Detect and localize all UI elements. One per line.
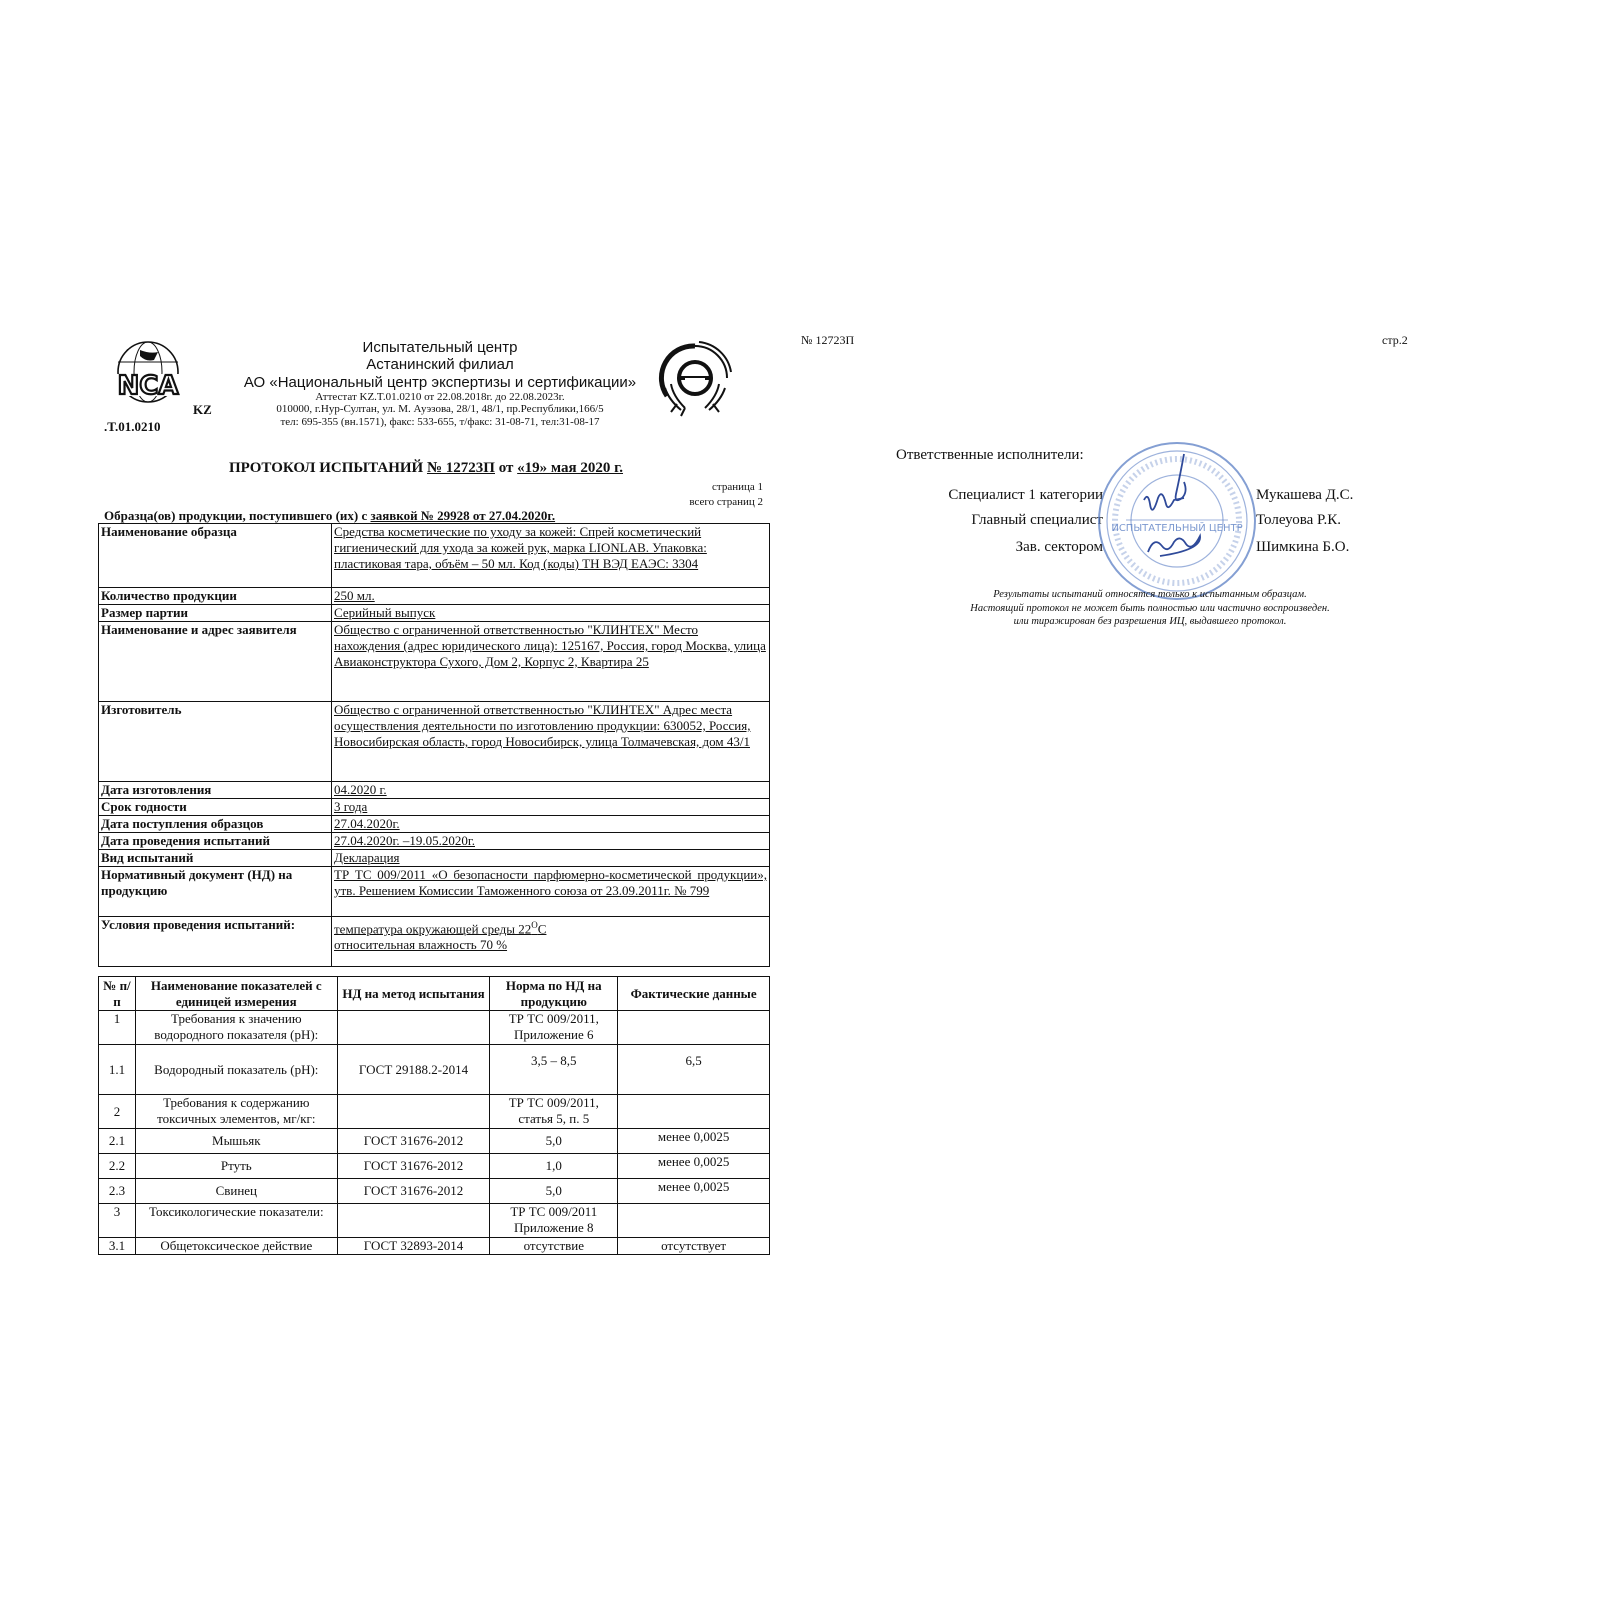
row-actual	[618, 1011, 770, 1045]
row-actual: 6,5	[618, 1045, 770, 1095]
sample-intro-application: заявкой № 29928 от 27.04.2020г.	[370, 508, 556, 523]
official-stamp	[1096, 440, 1258, 602]
row-indicator: Токсикологические показатели:	[135, 1204, 337, 1238]
row-method: ГОСТ 31676-2012	[337, 1179, 490, 1204]
certification-emblem	[655, 338, 735, 420]
signer-role-1: Специалист 1 категории	[948, 487, 1103, 503]
page2-page-label: стр.2	[1382, 333, 1408, 347]
signer-name-3: Шимкина Б.О.	[1256, 539, 1350, 555]
row-num: 2.1	[99, 1129, 136, 1154]
row-indicator: Требования к содержанию токсичных элементов, мг/кг:	[135, 1095, 337, 1129]
conditions-temperature	[334, 917, 767, 937]
page-total: всего страниц 2	[689, 496, 763, 509]
row-num: 2.3	[99, 1179, 136, 1204]
info-row-normative-doc	[99, 867, 770, 917]
row-num: 2	[99, 1095, 136, 1129]
header-actual: Фактические данные	[618, 977, 770, 1011]
org-line-1: Испытательный центр	[362, 339, 518, 356]
row-method: ГОСТ 32893-2014	[337, 1238, 490, 1255]
organization-header	[230, 339, 650, 429]
info-value: 27.04.2020г.	[332, 816, 770, 833]
row-norm: 5,0	[490, 1129, 618, 1154]
row-actual: отсутствует	[618, 1238, 770, 1255]
info-label: Изготовитель	[99, 702, 332, 782]
info-value: Общество с ограниченной ответственностью "КЛИНТЕХ" Адрес места осуществления деятельности по изготовлению продукции: 630052, Россия, Новосибирская область, город Новосибирск, улица Толмачевская, дом 43/1	[332, 702, 770, 782]
stamp-text: ИСПЫТАТЕЛЬНЫЙ ЦЕНТР	[1111, 523, 1243, 534]
info-value: Общество с ограниченной ответственностью "КЛИНТЕХ" Место нахождения (адрес юридического лица): 125167, Россия, город Москва, улица Авиаконструктора Сухого, Дом 2, Корпус 2, Квартира 25	[332, 622, 770, 702]
row-actual: менее 0,0025	[618, 1154, 770, 1179]
row-method	[337, 1011, 490, 1045]
org-phones: тел: 695-355 (вн.1571), факс: 533-655, т/факс: 31-08-71, тел:31-08-17	[280, 416, 600, 429]
sample-intro	[104, 508, 555, 524]
info-label: Вид испытаний	[99, 850, 332, 867]
signature-2	[1144, 494, 1184, 510]
signer-name-1: Мукашева Д.С.	[1256, 487, 1354, 503]
info-row-manufacturer	[99, 702, 770, 782]
info-row-test-dates	[99, 833, 770, 850]
table-row	[99, 1154, 770, 1179]
info-value: Серийный выпуск	[332, 605, 770, 622]
disclaimer-line-1: Результаты испытаний относятся только к испытанным образцам.	[993, 589, 1307, 600]
logo-kz-mark: KZ	[193, 402, 212, 417]
disclaimer	[930, 588, 1370, 629]
row-method	[337, 1095, 490, 1129]
row-norm: 1,0	[490, 1154, 618, 1179]
info-row-sample-name	[99, 524, 770, 588]
row-indicator: Требования к значению водородного показателя (pH):	[135, 1011, 337, 1045]
row-num: 1	[99, 1011, 136, 1045]
page2-protocol-number: № 12723П	[801, 333, 855, 347]
org-attestat: Аттестат KZ.T.01.0210 от 22.08.2018г. до 22.08.2023г.	[315, 390, 565, 403]
info-row-shelf-life	[99, 799, 770, 816]
signer-role-3: Зав. сектором	[1015, 539, 1103, 555]
header-method: НД на метод испытания	[337, 977, 490, 1011]
row-actual: менее 0,0025	[618, 1179, 770, 1204]
title-number: № 12723П	[426, 460, 495, 476]
conditions-humidity: относительная влажность 70 %	[334, 937, 508, 953]
row-norm: ТР ТС 009/2011, статья 5, п. 5	[490, 1095, 618, 1129]
row-num: 3.1	[99, 1238, 136, 1255]
row-actual: менее 0,0025	[618, 1129, 770, 1154]
logo-code: .T.01.0210	[104, 419, 161, 434]
row-num: 3	[99, 1204, 136, 1238]
protocol-title	[229, 460, 623, 477]
org-address: 010000, г.Нур-Султан, ул. М. Ауэзова, 28/1, 48/1, пр.Республики,166/5	[276, 403, 604, 416]
row-actual	[618, 1095, 770, 1129]
nca-logo	[100, 338, 196, 418]
info-label: Наименование и адрес заявителя	[99, 622, 332, 702]
conditions-label: Условия проведения испытаний:	[99, 917, 332, 967]
header-norm: Норма по НД на продукцию	[490, 977, 618, 1011]
row-method	[337, 1204, 490, 1238]
info-value: 3 года	[332, 799, 770, 816]
header-indicator: Наименование показателей с единицей измерения	[135, 977, 337, 1011]
row-method: ГОСТ 31676-2012	[337, 1154, 490, 1179]
conditions-value	[332, 917, 770, 967]
info-row-quantity	[99, 588, 770, 605]
row-indicator: Свинец	[135, 1179, 337, 1204]
row-norm: ТР ТС 009/2011 Приложение 8	[490, 1204, 618, 1238]
info-value: Декларация	[332, 850, 770, 867]
info-row-test-type	[99, 850, 770, 867]
temperature-unit: C	[537, 921, 547, 937]
info-value: ТР ТС 009/2011 «О безопасности парфюмерно-косметической продукции», утв. Решением Комиссии Таможенного союза от 23.09.2011г. № 799	[332, 867, 770, 917]
temperature-text: температура окружающей среды 22	[334, 921, 532, 937]
info-label: Наименование образца	[99, 524, 332, 588]
degree-mark: O	[531, 920, 538, 930]
signer-name-2: Толеуова Р.К.	[1256, 512, 1341, 528]
info-row-applicant	[99, 622, 770, 702]
table-row	[99, 1179, 770, 1204]
disclaimer-line-3: или тиражирован без разрешения ИЦ, выдавшего протокол.	[1013, 616, 1287, 628]
row-actual	[618, 1204, 770, 1238]
table-row	[99, 1045, 770, 1095]
info-label: Дата изготовления	[99, 782, 332, 799]
org-line-2: Астанинский филиал	[366, 356, 514, 374]
info-row-conditions	[99, 917, 770, 967]
info-row-manufacture-date	[99, 782, 770, 799]
row-norm: 3,5 – 8,5	[490, 1045, 618, 1095]
row-indicator: Ртуть	[135, 1154, 337, 1179]
header-num: № п/п	[99, 977, 136, 1011]
row-num: 1.1	[99, 1045, 136, 1095]
table-row	[99, 1129, 770, 1154]
info-row-receipt-date	[99, 816, 770, 833]
org-line-3: АО «Национальный центр экспертизы и сертификации»	[243, 373, 637, 391]
info-label: Дата поступления образцов	[99, 816, 332, 833]
row-norm: ТР ТС 009/2011, Приложение 6	[490, 1011, 618, 1045]
info-label: Размер партии	[99, 605, 332, 622]
sample-intro-prefix: Образца(ов) продукции, поступившего (их) с	[104, 508, 371, 523]
results-header-row	[99, 977, 770, 1011]
row-method: ГОСТ 31676-2012	[337, 1129, 490, 1154]
page-number: страница 1	[712, 481, 763, 493]
nca-logo-text: NCA	[117, 371, 179, 401]
disclaimer-line-2: Настоящий протокол не может быть полностью или частично воспроизведен.	[970, 602, 1330, 614]
sample-info-table	[98, 523, 770, 967]
info-row-batch-size	[99, 605, 770, 622]
info-value: 27.04.2020г. –19.05.2020г.	[332, 833, 770, 850]
table-row	[99, 1095, 770, 1129]
row-num: 2.2	[99, 1154, 136, 1179]
test-results-table	[98, 976, 770, 1255]
row-norm: отсутствие	[490, 1238, 618, 1255]
info-value: Средства косметические по уходу за кожей: Спрей косметический гигиенический для ухода за кожей рук, марка LIONLAB. Упаковка: пластиковая тара, объём – 50 мл. Код (коды) ТН ВЭД ЕАЭС: 3304	[332, 524, 770, 588]
info-label: Количество продукции	[99, 588, 332, 605]
signer-role-2: Главный специалист	[971, 512, 1103, 528]
table-row	[99, 1204, 770, 1238]
table-row	[99, 1011, 770, 1045]
row-indicator: Мышьяк	[135, 1129, 337, 1154]
signature-3	[1148, 536, 1200, 556]
row-indicator: Общетоксическое действие	[135, 1238, 337, 1255]
info-label: Дата проведения испытаний	[99, 833, 332, 850]
responsible-title: Ответственные исполнители:	[896, 447, 1084, 463]
info-value: 04.2020 г.	[332, 782, 770, 799]
info-label: Срок годности	[99, 799, 332, 816]
title-prefix: ПРОТОКОЛ ИСПЫТАНИЙ	[229, 460, 427, 476]
page-info	[610, 480, 763, 511]
row-norm: 5,0	[490, 1179, 618, 1204]
title-date: «19» мая 2020 г.	[517, 460, 624, 476]
info-value: 250 мл.	[332, 588, 770, 605]
info-label: Нормативный документ (НД) на продукцию	[99, 867, 332, 917]
row-indicator: Водородный показатель (pH):	[135, 1045, 337, 1095]
title-mid: от	[494, 460, 518, 476]
row-method: ГОСТ 29188.2-2014	[337, 1045, 490, 1095]
table-row	[99, 1238, 770, 1255]
